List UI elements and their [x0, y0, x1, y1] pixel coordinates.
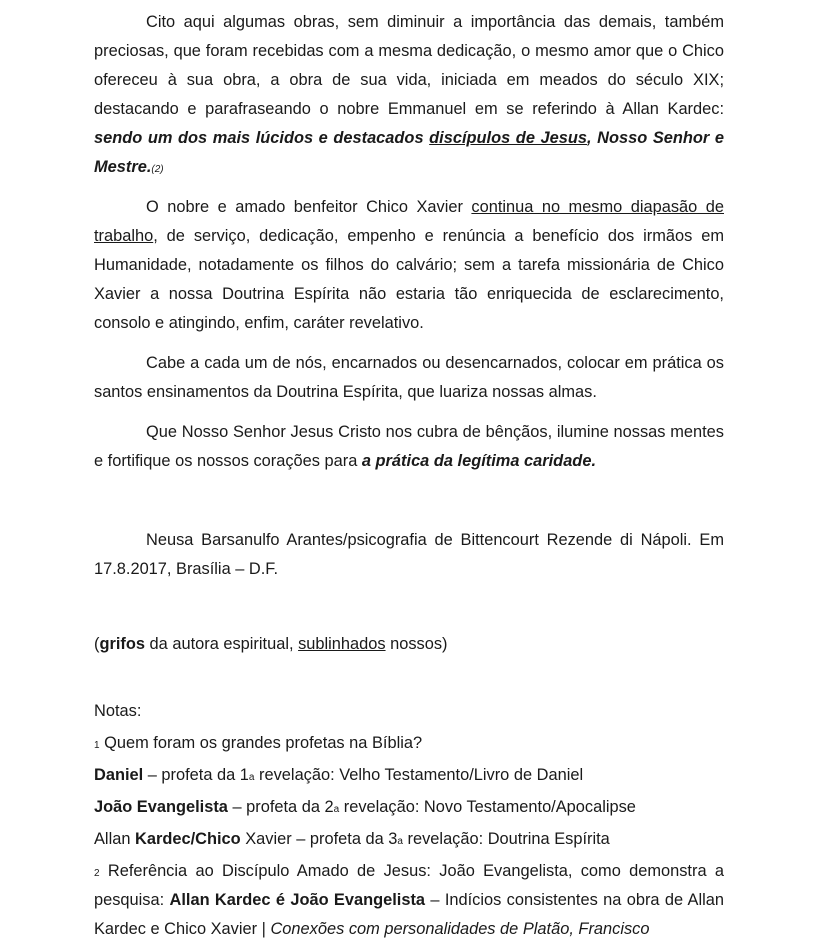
note-1 [94, 729, 724, 758]
note-text: Referência ao Discípulo Amado de Jesus: João Evangelista, como demonstra a pesquisa: [94, 862, 724, 909]
paragraph-works [94, 8, 724, 182]
prophet-line-1 [94, 761, 724, 790]
ordinal: a [397, 836, 403, 847]
underlined-text: sublinhados [298, 635, 386, 653]
text: revelação: Velho Testamento/Livro de Daniel [254, 766, 584, 784]
paragraph-text: O nobre e amado benfeitor Chico Xavier [146, 198, 472, 216]
underlined-bold-text: discípulos de Jesus [429, 129, 587, 147]
signature: Neusa Barsanulfo Arantes/psicografia de Bittencourt Rezende di Nápoli. Em 17.8.2017, Brasília – D.F. [94, 531, 724, 578]
text: da autora espiritual, [145, 635, 299, 653]
document-page [94, 8, 724, 944]
grifos-note [94, 630, 724, 659]
bold-italic-text: , Nosso Senhor e Mestre. [94, 129, 724, 176]
prophet-line-2 [94, 793, 724, 822]
notes-section [94, 697, 724, 944]
paragraph-chico [94, 193, 724, 338]
text: Allan [94, 830, 136, 848]
text: Xavier – profeta da 3 [240, 830, 398, 848]
notes-title: Notas: [94, 702, 142, 720]
text: revelação: Novo Testamento/Apocalipse [339, 798, 636, 816]
prophet-line-3 [94, 825, 724, 854]
text: nossos) [385, 635, 448, 653]
bold-text: Kardec/Chico [135, 830, 241, 848]
paragraph-cabe: Cabe a cada um de nós, encarnados ou desencarnados, colocar em prática os santos ensinamentos da Doutrina Espírita, que luariza nossas almas. [94, 354, 724, 401]
text: revelação: Doutrina Espírita [402, 830, 610, 848]
ordinal: a [248, 772, 255, 783]
note-text: – Indícios consistentes na obra de Allan Kardec e Chico Xavier | [94, 891, 724, 938]
bold-text: grifos [99, 635, 145, 653]
footnote-ref: (2) [151, 164, 164, 175]
paragraph-text: Cito aqui algumas obras, sem diminuir a importância das demais, também preciosas, que foram recebidas com a mesma dedicação, o mesmo amor que o Chico ofereceu à sua obra, a obra de sua vida, iniciada em meados do século XIX; destacando e parafraseando o nobre Emmanuel em se referindo à Allan Kardec: [94, 13, 724, 118]
bold-italic-text: sendo um dos mais lúcidos e destacados [94, 129, 430, 147]
italic-text: Conexões com personalidades de Platão, Francisco [270, 920, 650, 938]
text: – profeta da 1 [143, 766, 249, 784]
underlined-text: continua no mesmo diapasão de trabalho [94, 198, 724, 245]
note-2 [94, 857, 724, 944]
bold-text: Daniel [94, 766, 144, 784]
bold-italic-text: a prática da legítima caridade. [361, 452, 596, 470]
note-number: 1 [94, 740, 100, 751]
paragraph-prayer [94, 418, 724, 476]
paragraph-text: , de serviço, dedicação, empenho e renúncia a benefício dos irmãos em Humanidade, notadamente os filhos do calvário; sem a tarefa missionária de Chico Xavier a nossa Doutrina Espírita não estaria tão enriquecida de esclarecimento, consolo e atingindo, enfim, caráter revelativo. [94, 227, 724, 332]
bold-text: João Evangelista [94, 798, 228, 816]
text: ( [94, 635, 100, 653]
paragraph-text: Que Nosso Senhor Jesus Cristo nos cubra de bênçãos, ilumine nossas mentes e fortifique os nossos corações para [94, 423, 724, 470]
text: – profeta da 2 [227, 798, 334, 816]
bold-text: Allan Kardec é João Evangelista [169, 891, 426, 909]
note-text: Quem foram os grandes profetas na Bíblia? [99, 734, 423, 752]
ordinal: a [333, 804, 340, 815]
note-number: 2 [94, 868, 100, 879]
